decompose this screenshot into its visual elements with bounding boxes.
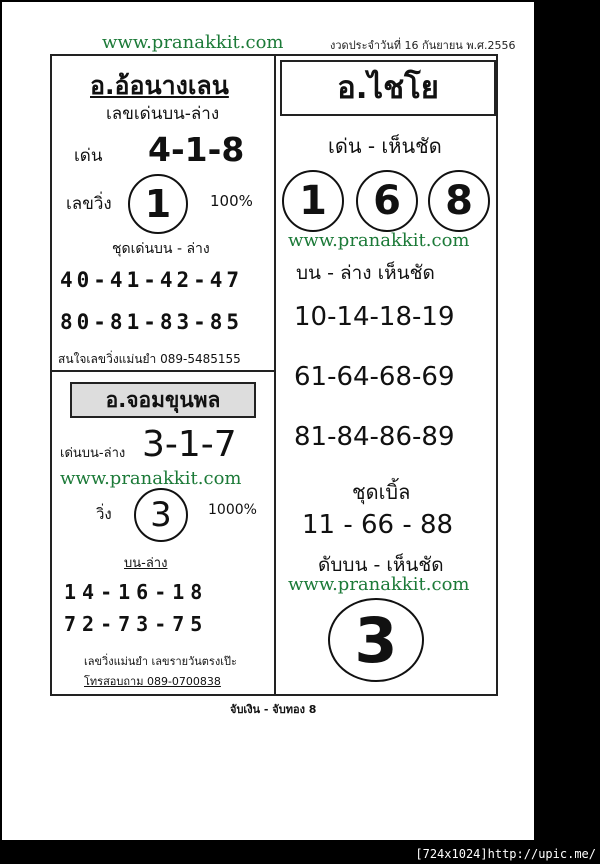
left-bottom-row2: 72-73-75 (64, 612, 209, 636)
right-top-number: 3 (354, 603, 398, 677)
right-doubles: 11 - 66 - 88 (302, 510, 454, 540)
left-top-run-label: เลขวิ่ง (66, 194, 112, 214)
header-date: งวดประจำวันที่ 16 กันยายน พ.ศ.2556 (330, 39, 516, 52)
right-row1: 10-14-18-19 (294, 302, 455, 332)
left-top-contact: สนใจเลขวิ่งแม่นยำ 089-5485155 (58, 352, 241, 366)
right-double-label: ชุดเบิ้ล (352, 480, 411, 504)
right-digit-2: 6 (373, 178, 401, 224)
left-top-run-circle (128, 174, 188, 234)
left-bottom-note: เลขวิ่งแม่นยำ เลขรายวันตรงเป๊ะ (84, 655, 237, 668)
left-bottom-row1: 14-16-18 (64, 580, 209, 604)
left-top-set-label: ชุดเด่นบน - ล่าง (112, 241, 210, 257)
right-top-label: ดับบน - เห็นชัด (318, 554, 444, 576)
bottom-black-border (0, 840, 600, 864)
right-title-box (280, 60, 496, 116)
left-top-row1: 40-41-42-47 (60, 268, 244, 292)
left-bottom-run-circle (134, 488, 188, 542)
image-size-label: [724x1024] (415, 847, 488, 861)
watermark-left: www.pranakkit.com (60, 468, 242, 489)
left-top-main-label: เด่น (74, 146, 103, 166)
left-bottom-set-label: บน-ล่าง (124, 556, 168, 571)
right-digit-1: 1 (299, 178, 327, 224)
left-section-divider (50, 370, 276, 372)
right-top-number-circle (328, 598, 424, 682)
right-black-border (534, 0, 600, 864)
left-bottom-contact: โทรสอบถาม 089-0700838 (84, 675, 221, 688)
right-subtitle: เด่น - เห็นชัด (328, 134, 442, 158)
right-digit-3: 8 (445, 178, 473, 224)
right-set-label: บน - ล่าง เห็นชัด (296, 262, 435, 284)
right-digit-circle-3 (428, 170, 490, 232)
right-row3: 81-84-86-89 (294, 422, 455, 452)
column-divider (274, 54, 276, 694)
watermark-right-top: www.pranakkit.com (288, 230, 470, 251)
left-bottom-title-box (70, 382, 256, 418)
right-digit-circle-2 (356, 170, 418, 232)
watermark-right-bottom: www.pranakkit.com (288, 574, 470, 595)
left-top-subtitle: เลขเด่นบน-ล่าง (106, 104, 220, 124)
image-link[interactable]: http://upic.me/ (487, 847, 596, 861)
left-top-main-number: 4-1-8 (148, 130, 245, 169)
scanned-page (2, 2, 534, 840)
left-top-run-percent: 100% (210, 192, 253, 210)
right-row2: 61-64-68-69 (294, 362, 455, 392)
left-bottom-run-label: วิ่ง (96, 505, 112, 523)
left-bottom-run-number: 3 (150, 495, 172, 535)
left-bottom-main-number: 3-1-7 (142, 424, 237, 465)
left-bottom-main-label: เด่นบน-ล่าง (60, 446, 126, 461)
left-bottom-run-percent: 1000% (208, 502, 257, 518)
left-top-row2: 80-81-83-85 (60, 310, 244, 334)
image-info (415, 847, 596, 861)
left-top-title: อ.อ้อนางเลน (90, 71, 229, 100)
watermark-header: www.pranakkit.com (102, 32, 284, 53)
left-top-run-number: 1 (144, 182, 172, 226)
left-bottom-title: อ.จอมขุนพล (105, 388, 221, 412)
footer-page: จับเงิน - จับทอง 8 (230, 703, 317, 716)
right-title: อ.ไชโย (337, 70, 439, 106)
right-digit-circle-1 (282, 170, 344, 232)
